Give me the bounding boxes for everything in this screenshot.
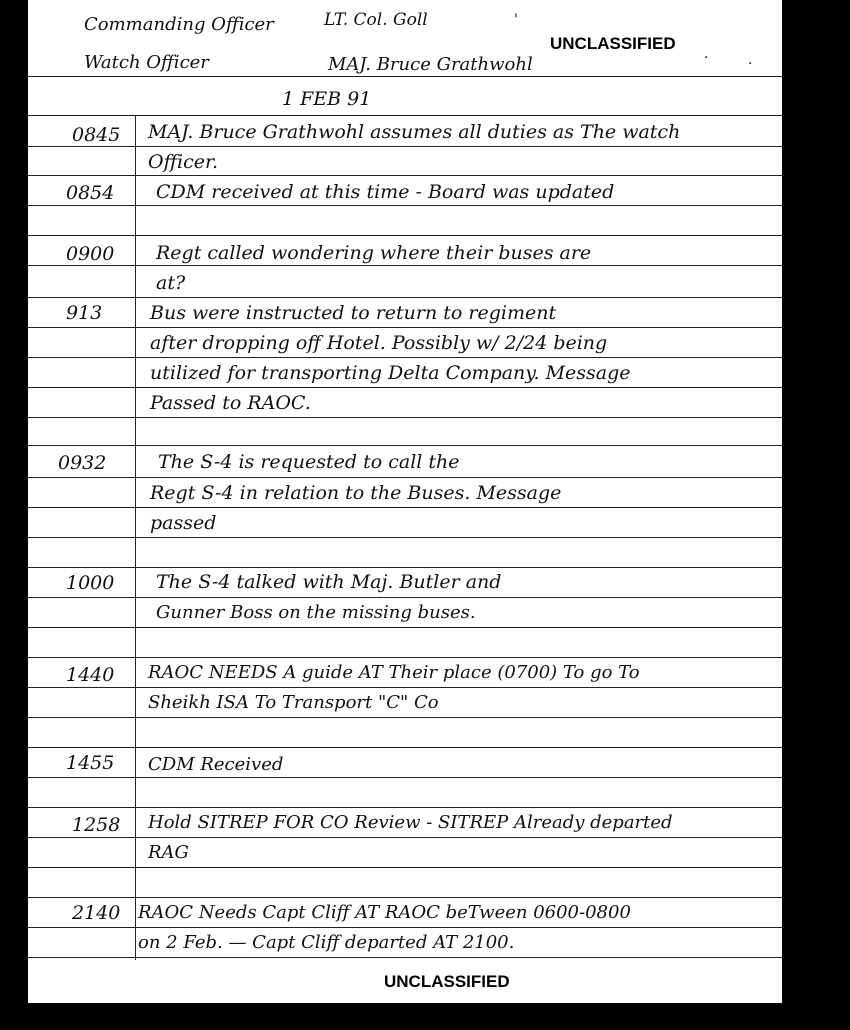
ruled-line [28, 387, 782, 388]
stray-mark: · [704, 50, 709, 66]
entry-line: on 2 Feb. — Capt Cliff departed AT 2100. [138, 932, 515, 953]
ruled-line [28, 837, 782, 838]
ruled-line [28, 897, 782, 898]
entry-line: passed [150, 512, 217, 534]
scan-border-bottom [0, 1003, 850, 1030]
ruled-line [28, 265, 782, 266]
ruled-line [28, 205, 782, 206]
entry-time: 0932 [58, 452, 107, 474]
entry-line: RAG [148, 842, 189, 863]
entry-line: Passed to RAOC. [150, 392, 311, 414]
entry-line: CDM received at this time - Board was updated [156, 181, 615, 203]
entry-line: Officer. [148, 151, 219, 173]
scan-border-left [0, 0, 28, 1003]
ruled-line [28, 146, 782, 147]
entry-time: 0900 [66, 243, 115, 265]
entry-line: Regt called wondering where their buses are [156, 242, 592, 264]
ruled-line [28, 327, 782, 328]
entry-time: 0845 [72, 124, 121, 146]
ruled-line [28, 957, 782, 958]
log-date: 1 FEB 91 [282, 88, 372, 110]
ruled-line [28, 445, 782, 446]
entry-time: 1000 [66, 572, 115, 594]
ruled-line [28, 297, 782, 298]
entry-time: 1258 [72, 814, 121, 836]
ruled-line [28, 627, 782, 628]
entry-time: 0854 [66, 182, 115, 204]
scan-border-right [782, 0, 850, 1030]
entry-line: at? [156, 272, 186, 294]
commanding-officer-name: LT. Col. Goll [324, 10, 428, 30]
ruled-line [28, 175, 782, 176]
entry-line: MAJ. Bruce Grathwohl assumes all duties as The watch [148, 121, 681, 143]
watch-officer-name: MAJ. Bruce Grathwohl [328, 54, 533, 75]
ruled-line [28, 777, 782, 778]
entry-line: The S-4 is requested to call the [158, 451, 460, 473]
ruled-line [28, 927, 782, 928]
entry-line: RAOC NEEDS A guide AT Their place (0700) To go To [148, 662, 640, 683]
ruled-line [28, 235, 782, 236]
entry-line: Hold SITREP FOR CO Review - SITREP Already departed [148, 812, 673, 833]
ruled-line [28, 507, 782, 508]
entry-line: Gunner Boss on the missing buses. [156, 602, 476, 623]
ruled-line [28, 477, 782, 478]
ruled-line [28, 717, 782, 718]
ruled-line [28, 76, 782, 77]
ruled-line [28, 357, 782, 358]
log-sheet [28, 0, 782, 1003]
time-column-divider [135, 115, 136, 960]
watch-officer-label: Watch Officer [84, 52, 209, 73]
stray-mark: ' [514, 12, 518, 28]
classification-top: UNCLASSIFIED [550, 34, 676, 53]
entry-line: CDM Received [148, 754, 284, 775]
entry-line: RAOC Needs Capt Cliff AT RAOC beTween 0600-0800 [138, 902, 631, 923]
entry-line: Sheikh ISA To Transport "C" Co [148, 692, 439, 713]
ruled-line [28, 417, 782, 418]
entry-line: The S-4 talked with Maj. Butler and [156, 571, 502, 593]
ruled-line [28, 687, 782, 688]
ruled-line [28, 657, 782, 658]
ruled-line [28, 747, 782, 748]
commanding-officer-label: Commanding Officer [84, 14, 274, 35]
classification-bottom: UNCLASSIFIED [384, 972, 510, 991]
ruled-line [28, 597, 782, 598]
entry-time: 2140 [72, 902, 121, 924]
ruled-line [28, 567, 782, 568]
entry-line: utilized for transporting Delta Company. Message [150, 362, 631, 384]
ruled-line [28, 867, 782, 868]
entry-line: after dropping off Hotel. Possibly w/ 2/24 being [150, 332, 608, 354]
ruled-line [28, 115, 782, 116]
entry-time: 1455 [66, 752, 115, 774]
entry-line: Bus were instructed to return to regiment [150, 302, 557, 324]
entry-line: Regt S-4 in relation to the Buses. Message [150, 482, 562, 504]
ruled-line [28, 807, 782, 808]
entry-time: 1440 [66, 664, 115, 686]
ruled-line [28, 537, 782, 538]
stray-mark: · [748, 56, 753, 72]
entry-time: 913 [66, 302, 103, 324]
